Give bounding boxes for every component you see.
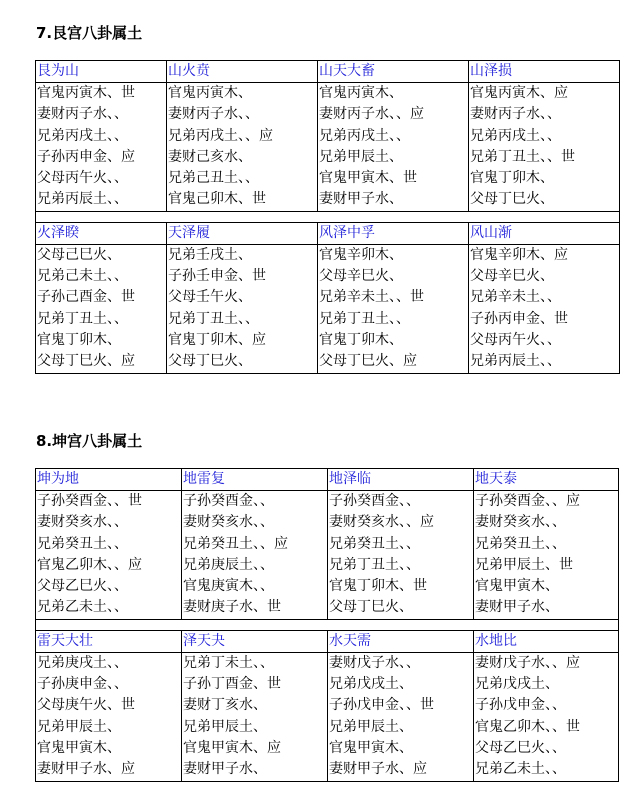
- yao-line: 兄弟丙辰土、、: [470, 353, 561, 370]
- gua-name: 天泽履: [167, 222, 318, 244]
- gua-lines-cell: [328, 491, 474, 620]
- yao-line: 兄弟癸丑土、、: [329, 535, 420, 552]
- yao-line: 官鬼甲寅木、应: [183, 739, 281, 756]
- yao-line: 父母庚午火、世: [37, 697, 135, 714]
- yao-line: 父母己巳火、: [37, 246, 121, 263]
- yao-line: 官鬼丙寅木、应: [470, 85, 568, 101]
- yao-line: 父母丁巳火、: [470, 191, 554, 208]
- yao-line: 子孙癸酉金、、应: [475, 493, 580, 509]
- yao-line: 子孙癸酉金、、世: [37, 493, 142, 509]
- yao-line: 父母乙巳火、、: [37, 578, 128, 595]
- yao-line: 兄弟己未土、、: [37, 268, 128, 285]
- yao-line: 兄弟丁丑土、、世: [470, 148, 575, 165]
- gua-lines-cell: [167, 244, 318, 373]
- gua-name-row: [36, 469, 619, 491]
- yao-line: 子孙己酉金、世: [37, 289, 135, 306]
- yao-line: 父母丁巳火、: [329, 599, 413, 616]
- yao-line: 官鬼丁卯木、: [37, 331, 121, 348]
- yao-line: 子孙庚申金、、: [37, 676, 128, 693]
- yao-line: 官鬼丙寅木、世: [37, 85, 135, 101]
- yao-line: 兄弟甲辰土、: [37, 718, 121, 735]
- yao-line: 妻财己亥水、: [168, 148, 252, 165]
- yao-line: 子孙戊申金、、: [475, 697, 566, 714]
- yao-line: 妻财丙子水、、应: [319, 106, 424, 123]
- yao-line: 兄弟壬戌土、: [168, 246, 252, 263]
- yao-line: 兄弟丁未土、、: [183, 654, 274, 671]
- yao-line: 父母丁巳火、应: [319, 353, 417, 370]
- yao-line: 兄弟庚戌土、、: [37, 654, 128, 671]
- yao-line: 妻财丁亥水、: [183, 697, 267, 714]
- yao-line: 妻财甲子水、: [475, 599, 559, 616]
- gua-name: 坤为地: [36, 469, 182, 491]
- yao-line: 妻财癸亥水、、应: [329, 514, 434, 531]
- yao-line: 妻财丙子水、、: [37, 106, 128, 123]
- yao-line: 兄弟丁丑土、、: [319, 310, 410, 327]
- yao-line: 官鬼甲寅木、: [37, 739, 121, 756]
- yao-line: 兄弟癸丑土、、: [475, 535, 566, 552]
- section-title-8: 8.坤宫八卦属土: [36, 432, 143, 450]
- yao-line: 子孙癸酉金、、: [329, 493, 420, 509]
- gua-name: 地泽临: [328, 469, 474, 491]
- gua-lines-cell: [474, 491, 619, 620]
- separator-cell: [36, 619, 619, 630]
- gua-name: 风泽中孚: [318, 222, 469, 244]
- yao-line: 兄弟甲辰土、: [319, 148, 403, 165]
- gua-lines-cell: [318, 83, 469, 212]
- yao-line: 妻财甲子水、: [183, 761, 267, 778]
- yao-line: 官鬼丁卯木、: [319, 331, 403, 348]
- gua-lines-row: [36, 652, 619, 781]
- gua-lines-row: [36, 83, 620, 212]
- yao-line: 官鬼丙寅木、: [319, 85, 403, 101]
- block-separator: [36, 211, 620, 222]
- yao-line: 兄弟辛未土、、: [470, 289, 561, 306]
- yao-line: 官鬼庚寅木、、: [183, 578, 274, 595]
- gua-name: 火泽睽: [36, 222, 167, 244]
- yao-line: 妻财癸亥水、、: [183, 514, 274, 531]
- yao-line: 兄弟戊戌土、: [475, 676, 559, 693]
- gua-lines-cell: [182, 491, 328, 620]
- gua-lines-cell: [474, 652, 619, 781]
- gua-name: 雷天大壮: [36, 630, 182, 652]
- yao-line: 父母辛巳火、: [470, 268, 554, 285]
- gua-lines-cell: [36, 83, 167, 212]
- yao-line: 兄弟庚辰土、、: [183, 556, 274, 573]
- section-title-7: 7.艮宫八卦属土: [36, 24, 143, 42]
- yao-line: 兄弟丙戌土、、应: [168, 127, 273, 144]
- gua-lines-cell: [36, 652, 182, 781]
- yao-line: 兄弟甲辰土、世: [475, 556, 573, 573]
- yao-line: 父母壬午火、: [168, 289, 252, 306]
- yao-line: 兄弟戊戌土、: [329, 676, 413, 693]
- yao-line: 兄弟甲辰土、: [183, 718, 267, 735]
- gua-lines-cell: [36, 491, 182, 620]
- gua-table-kun: [35, 468, 619, 782]
- yao-line: 妻财癸亥水、、: [37, 514, 128, 531]
- yao-line: 官鬼己卯木、世: [168, 191, 266, 208]
- gua-lines-cell: [167, 83, 318, 212]
- yao-line: 官鬼辛卯木、应: [470, 246, 568, 263]
- yao-line: 兄弟丁丑土、、: [168, 310, 259, 327]
- yao-line: 官鬼乙卯木、、应: [37, 556, 142, 573]
- gua-lines-cell: [182, 652, 328, 781]
- gua-lines-cell: [36, 244, 167, 373]
- yao-line: 兄弟丙戌土、、: [470, 127, 561, 144]
- gua-name: 水天需: [328, 630, 474, 652]
- yao-line: 妻财甲子水、: [319, 191, 403, 208]
- yao-line: 兄弟己丑土、、: [168, 170, 259, 187]
- yao-line: 子孙壬申金、世: [168, 268, 266, 285]
- yao-line: 妻财丙子水、、: [168, 106, 259, 123]
- gua-name-row: [36, 222, 620, 244]
- yao-line: 妻财戊子水、、应: [475, 654, 580, 671]
- gua-name: 山天大畜: [318, 61, 469, 83]
- yao-line: 父母丁巳火、: [168, 353, 252, 370]
- yao-line: 父母丙午火、、: [470, 331, 561, 348]
- yao-line: 兄弟丁丑土、、: [329, 556, 420, 573]
- yao-line: 兄弟甲辰土、: [329, 718, 413, 735]
- yao-line: 官鬼丁卯木、世: [329, 578, 427, 595]
- yao-line: 妻财癸亥水、、: [475, 514, 566, 531]
- yao-line: 子孙丙申金、应: [37, 148, 135, 165]
- gua-table-gen: [35, 60, 620, 374]
- gua-lines-row: [36, 491, 619, 620]
- yao-line: 兄弟丙辰土、、: [37, 191, 128, 208]
- gua-name: 风山渐: [469, 222, 620, 244]
- gua-name: 山火贲: [167, 61, 318, 83]
- yao-line: 官鬼丁卯木、: [470, 170, 554, 187]
- yao-line: 兄弟癸丑土、、应: [183, 535, 288, 552]
- yao-line: 官鬼辛卯木、: [319, 246, 403, 263]
- yao-line: 兄弟乙未土、、: [475, 761, 566, 778]
- yao-line: 父母丙午火、、: [37, 170, 128, 187]
- yao-line: 子孙戊申金、、世: [329, 697, 434, 714]
- yao-line: 妻财戊子水、、: [329, 654, 420, 671]
- yao-line: 官鬼丁卯木、应: [168, 331, 266, 348]
- gua-name: 地雷复: [182, 469, 328, 491]
- yao-line: 官鬼甲寅木、世: [319, 170, 417, 187]
- gua-lines-cell: [328, 652, 474, 781]
- yao-line: 妻财甲子水、应: [37, 761, 135, 778]
- yao-line: 兄弟癸丑土、、: [37, 535, 128, 552]
- yao-line: 妻财甲子水、应: [329, 761, 427, 778]
- yao-line: 兄弟丁丑土、、: [37, 310, 128, 327]
- yao-line: 官鬼甲寅木、: [475, 578, 559, 595]
- yao-line: 子孙丙申金、世: [470, 310, 568, 327]
- gua-name: 水地比: [474, 630, 619, 652]
- gua-name-row: [36, 61, 620, 83]
- gua-lines-cell: [469, 83, 620, 212]
- gua-lines-cell: [469, 244, 620, 373]
- gua-name-row: [36, 630, 619, 652]
- yao-line: 兄弟丙戌土、、: [319, 127, 410, 144]
- yao-line: 兄弟丙戌土、、: [37, 127, 128, 144]
- yao-line: 子孙癸酉金、、: [183, 493, 274, 509]
- gua-name: 地天泰: [474, 469, 619, 491]
- yao-line: 父母乙巳火、、: [475, 739, 566, 756]
- gua-lines-cell: [318, 244, 469, 373]
- yao-line: 官鬼丙寅木、: [168, 85, 252, 101]
- yao-line: 父母丁巳火、应: [37, 353, 135, 370]
- yao-line: 妻财庚子水、世: [183, 599, 281, 616]
- block-separator: [36, 619, 619, 630]
- yao-line: 妻财丙子水、、: [470, 106, 561, 123]
- yao-line: 兄弟辛未土、、世: [319, 289, 424, 306]
- gua-name: 山泽损: [469, 61, 620, 83]
- yao-line: 官鬼乙卯木、、世: [475, 718, 580, 735]
- yao-line: 父母辛巳火、: [319, 268, 403, 285]
- separator-cell: [36, 211, 620, 222]
- gua-name: 泽天夬: [182, 630, 328, 652]
- yao-line: 官鬼甲寅木、: [329, 739, 413, 756]
- yao-line: 兄弟乙未土、、: [37, 599, 128, 616]
- gua-name: 艮为山: [36, 61, 167, 83]
- yao-line: 子孙丁酉金、世: [183, 676, 281, 693]
- gua-lines-row: [36, 244, 620, 373]
